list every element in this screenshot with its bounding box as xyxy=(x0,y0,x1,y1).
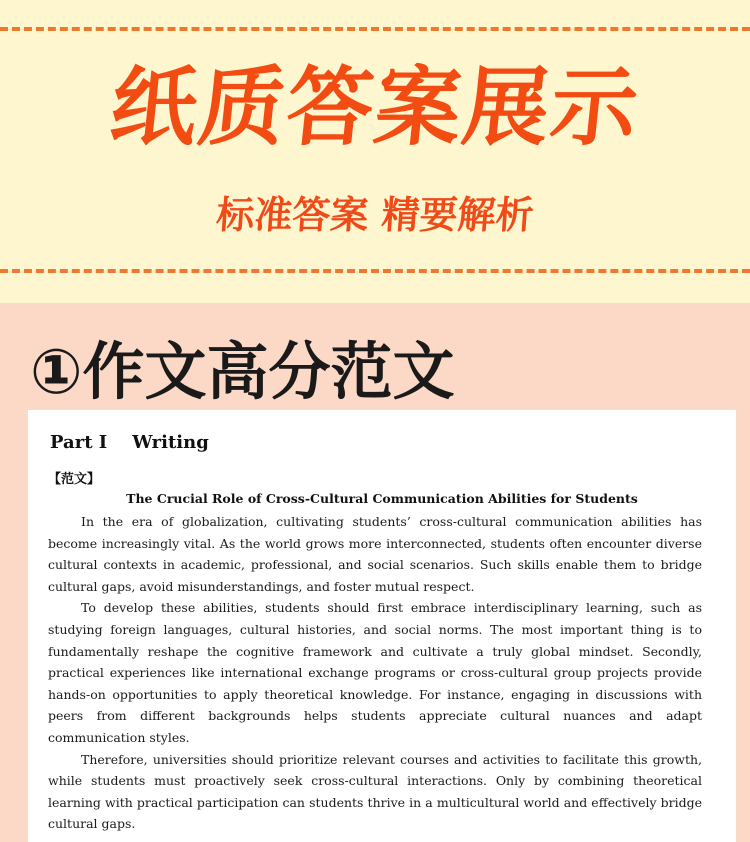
answer-display-banner xyxy=(0,0,750,303)
sample-essay-label: 【范文】 xyxy=(48,472,101,487)
part-title: Part I Writing xyxy=(50,432,209,453)
section-heading: ①作文高分范文 xyxy=(30,335,455,408)
essay-paragraph: In the era of globalization, cultivating students’ cross-cultural communication abilities has become increasingly vital. As the world grows more interconnected, students often encounter diverse cultural contexts in academic, professional, and social scenarios. Such skills enable them to bridge cultural gaps, avoid misunderstandings, and foster mutual respect. xyxy=(48,514,702,594)
essay-body xyxy=(48,511,702,835)
essay-paragraph: To develop these abilities, students should first embrace interdisciplinary learning, such as studying foreign languages, cultural histories, and social norms. The most important thing is to fundamentally reshape the cognitive framework and cultivate a truly global mindset. Secondly, practical experiences like international exchange programs or cross-cultural group projects provide hands-on opportunities to apply theoretical knowledge. For instance, engaging in discussions with peers from different backgrounds helps students appreciate cultural nuances and adapt communication styles. xyxy=(48,600,702,745)
top-dashed-divider xyxy=(0,27,750,31)
bottom-dashed-divider xyxy=(0,269,750,273)
banner-title: 纸质答案展示 xyxy=(105,58,645,158)
essay-paragraph: Therefore, universities should prioritize relevant courses and activities to facilitate this growth, while students must proactively seek cross-cultural interactions. Only by combining theoretical learning with practical participation can students thrive in a multicultural world and effectively bridge cultural gaps. xyxy=(48,751,702,832)
answer-sheet xyxy=(28,410,736,842)
banner-subtitle: 标准答案 精要解析 xyxy=(214,193,536,237)
essay-title: The Crucial Role of Cross-Cultural Communication Abilities for Students xyxy=(126,491,638,506)
